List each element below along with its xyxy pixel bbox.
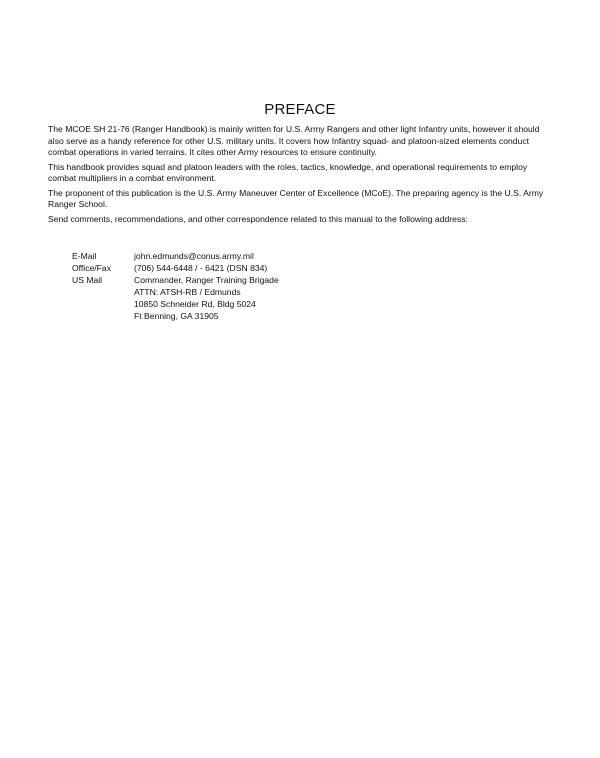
phone-label: Office/Fax <box>72 263 112 273</box>
page-title: PREFACE <box>264 101 336 118</box>
phone-value: (706) 544-6448 / - 6421 (DSN 834) <box>134 263 268 273</box>
preface-paragraph-3: The proponent of this publication is the U.S. Army Maneuver Center of Excellence (MCoE). The preparing agency is the U.S. Army Ranger School. <box>48 187 544 209</box>
preface-paragraph-1: The MCOE SH 21-76 (Ranger Handbook) is mainly written for U.S. Army Rangers and other light Infantry units, however it should also serve as a handy reference for other U.S. military units. It covers how Infantry squad- and platoon-sized elements conduct combat operations in varied terrains. It cites other Army resources to ensure continuity. <box>48 124 540 157</box>
email-value: john.edmunds@conus.army.mil <box>134 251 254 261</box>
contact-mail-row <box>72 274 279 286</box>
mail-address-line-2: ATTN: ATSH-RB / Edmunds <box>134 287 241 297</box>
mail-label: US Mail <box>72 275 103 285</box>
mail-address-line-3: 10850 Schneider Rd, Bldg 5024 <box>134 299 256 309</box>
preface-body <box>48 124 554 225</box>
preface-paragraph-2: This handbook provides squad and platoon leaders with the roles, tactics, knowledge, and operational requirements to employ combat multipliers in a combat environment. <box>48 161 528 183</box>
preface-paragraph-4: Send comments, recommendations, and other correspondence related to this manual to the following address: <box>48 213 468 224</box>
contact-block <box>72 250 279 322</box>
contact-phone-row <box>72 262 279 274</box>
email-label: E-Mail <box>72 251 97 261</box>
mail-address-line-4: Ft Benning, GA 31905 <box>134 311 219 321</box>
mail-address-line-1: Commander, Ranger Training Brigade <box>134 275 279 285</box>
contact-email-row <box>72 250 279 262</box>
